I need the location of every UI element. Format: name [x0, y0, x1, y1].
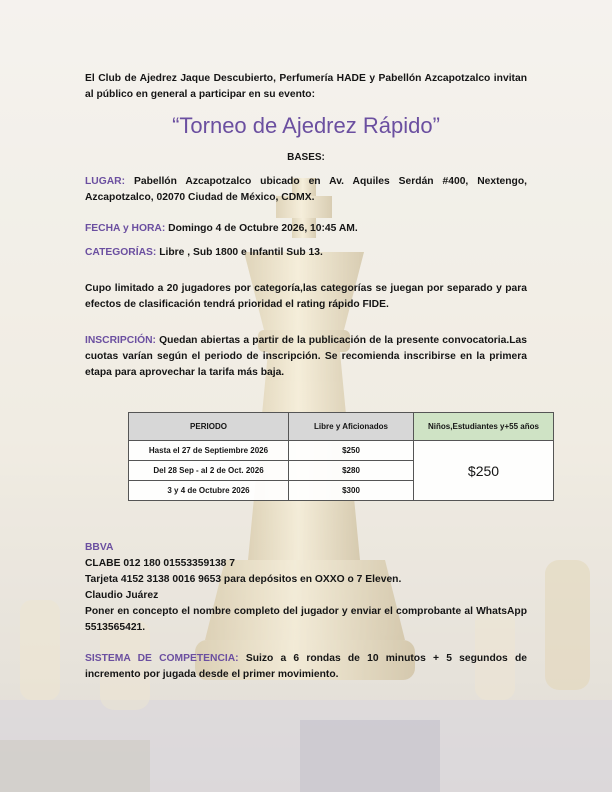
bank-details [85, 540, 527, 636]
header-ninos: Niños,Estudiantes y+55 años [414, 413, 554, 441]
row-libre-price: $250 [289, 441, 414, 461]
bank-titular: Claudio Juárez [85, 590, 159, 601]
intro-text: El Club de Ajedrez Jaque Descubierto, Perfumería HADE y Pabellón Azcapotzalco invitan al público en general a participar en su evento: [85, 73, 527, 100]
row-libre-price: $280 [289, 461, 414, 481]
sistema-label: SISTEMA DE COMPETENCIA: [85, 653, 239, 664]
lugar-text: Pabellón Azcapotzalco ubicado en Av. Aquiles Serdán #400, Nextengo, Azcapotzalco, 02070 Ciudad de México, CDMX. [85, 176, 527, 203]
sistema-text: Suizo a 6 rondas de 10 minutos + 5 segundos de incremento por jugada desde el primer movimiento. [85, 653, 527, 680]
fees-table [128, 412, 554, 501]
header-libre: Libre y Aficionados [289, 413, 414, 441]
categorias-text: Libre , Sub 1800 e Infantil Sub 13. [156, 247, 323, 258]
lugar-section [85, 174, 527, 206]
bank-name: BBVA [85, 542, 114, 553]
inscripcion-label: INSCRIPCIÓN: [85, 335, 156, 346]
cupo-text: Cupo limitado a 20 jugadores por categoría,las categorías se juegan por separado y para efectos de clasificación tendrá prioridad el rating rápido FIDE. [85, 283, 527, 310]
row-libre-price: $300 [289, 481, 414, 501]
header-periodo: PERIODO [129, 413, 289, 441]
categorias-section [85, 245, 527, 261]
inscripcion-section [85, 333, 527, 381]
row-periodo: 3 y 4 de Octubre 2026 [129, 481, 289, 501]
categorias-label: CATEGORÍAS: [85, 247, 157, 258]
row-periodo: Del 28 Sep - al 2 de Oct. 2026 [129, 461, 289, 481]
bank-concepto: Poner en concepto el nombre completo del jugador y enviar el comprobante al WhatsApp 5513565421. [85, 606, 527, 633]
ninos-price: $250 [414, 441, 554, 501]
bases-heading: BASES: [287, 152, 325, 163]
bank-clabe: CLABE 012 180 01553359138 7 [85, 558, 235, 569]
table-row [129, 441, 554, 461]
inscripcion-text: Quedan abiertas a partir de la publicación de la presente convocatoria.Las cuotas varían según el periodo de inscripción. Se recomienda inscribirse en la primera etapa para aprovechar la tarifa más baja. [85, 335, 527, 378]
lugar-label: LUGAR: [85, 176, 126, 187]
fecha-text: Domingo 4 de Octubre 2026, 10:45 AM. [165, 223, 358, 234]
bank-tarjeta: Tarjeta 4152 3138 0016 9653 para depósitos en OXXO o 7 Eleven. [85, 574, 402, 585]
event-title: “Torneo de Ajedrez Rápido” [172, 113, 440, 138]
table-header-row [129, 413, 554, 441]
fecha-section [85, 221, 527, 237]
row-periodo: Hasta el 27 de Septiembre 2026 [129, 441, 289, 461]
fecha-label: FECHA y HORA: [85, 223, 166, 234]
sistema-section [85, 651, 527, 683]
